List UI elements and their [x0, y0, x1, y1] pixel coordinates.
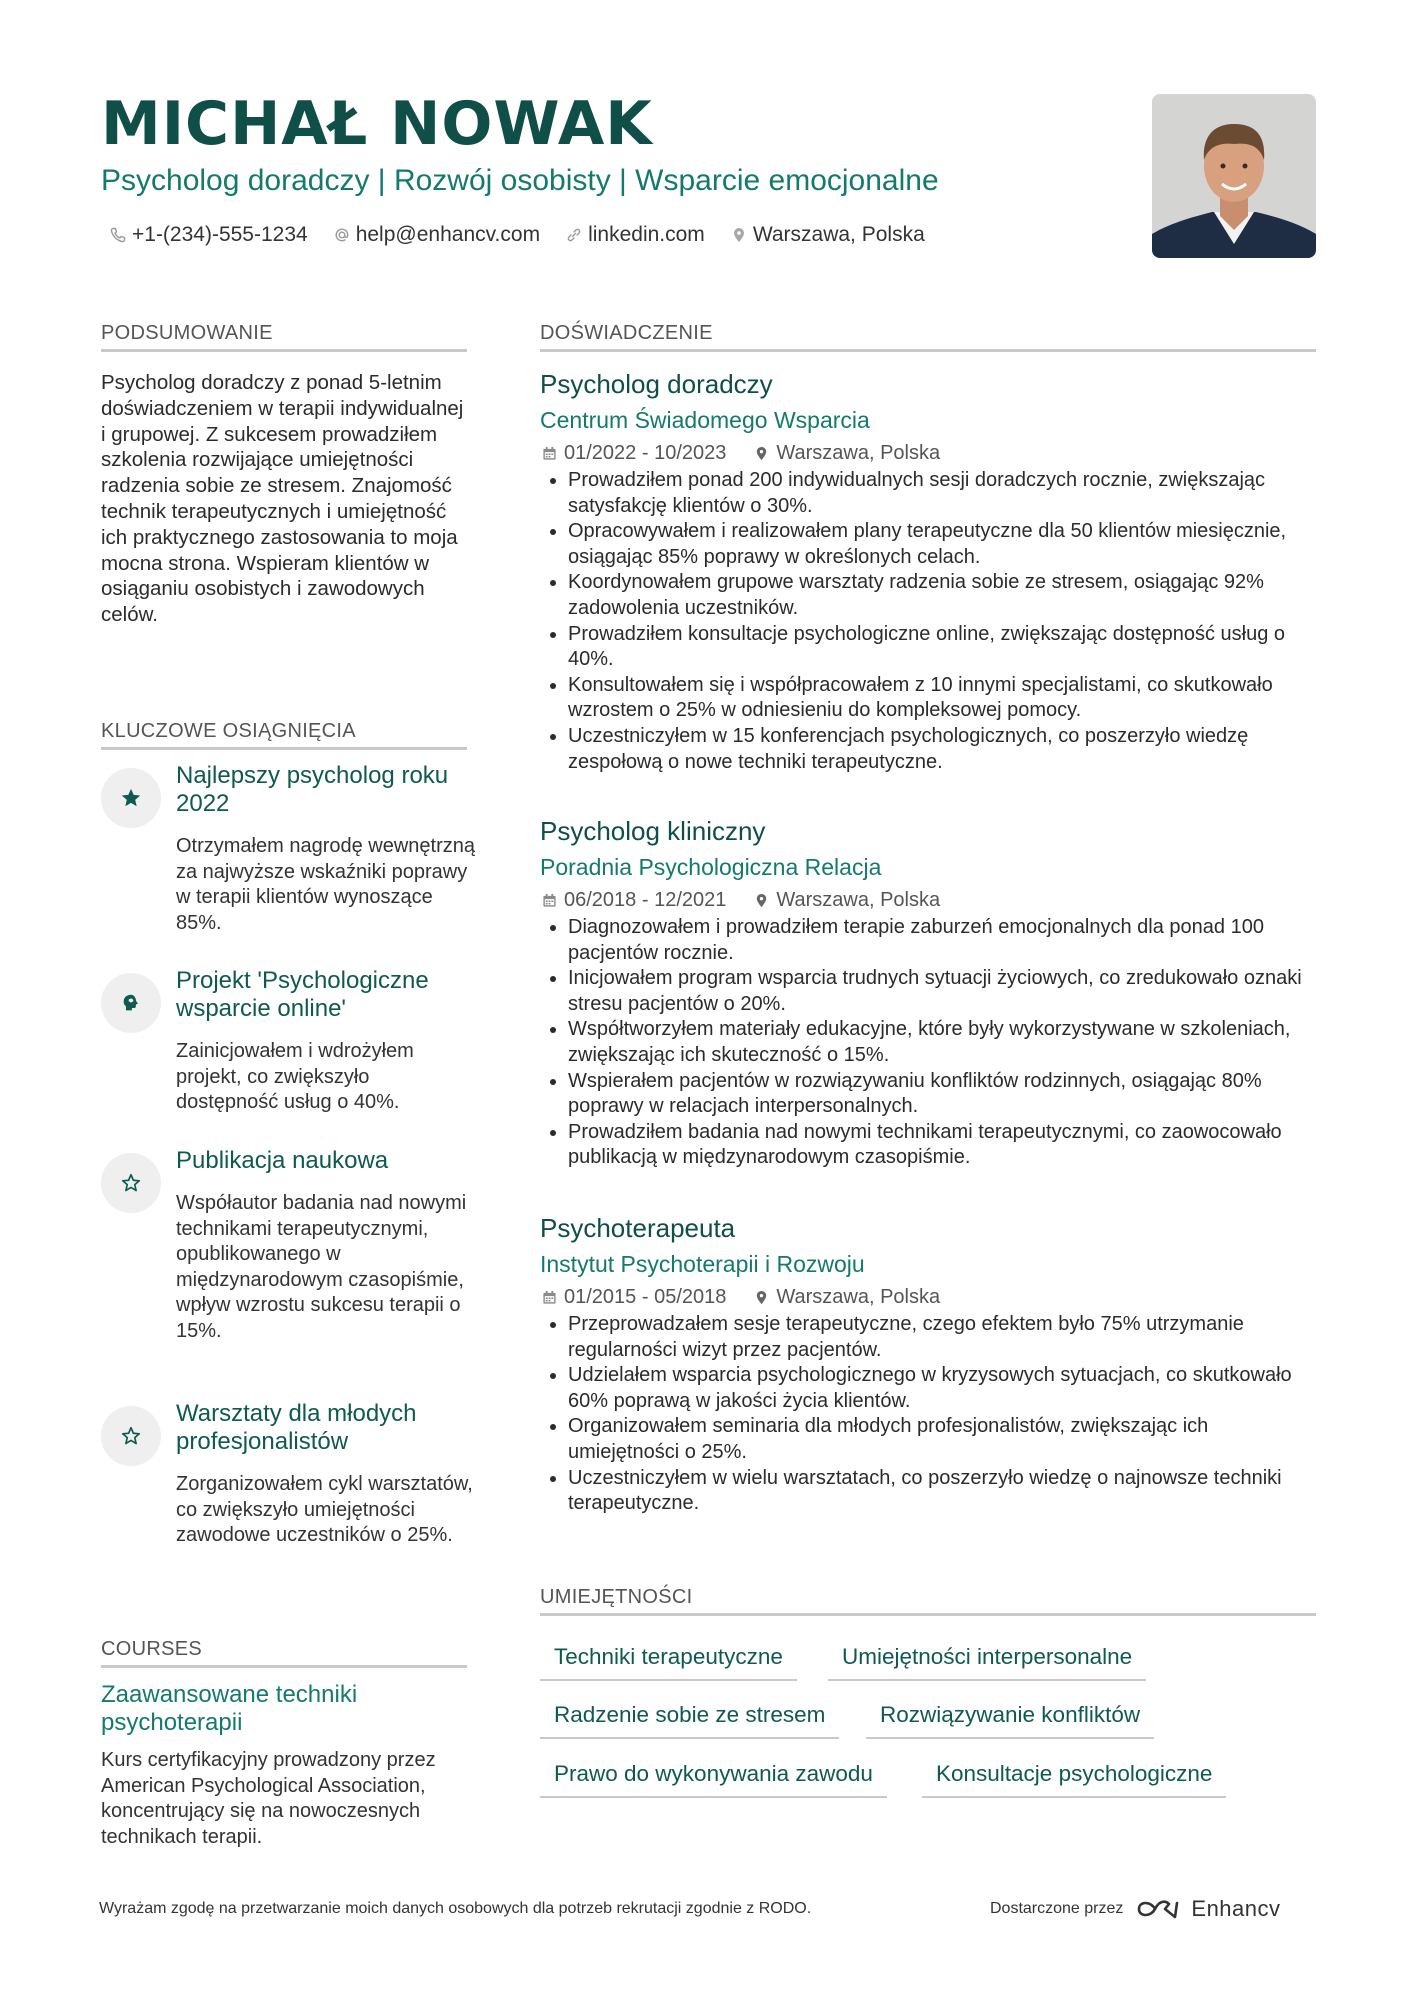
job-location: Warszawa, Polska	[776, 889, 941, 911]
calendar-icon	[542, 446, 557, 461]
calendar-icon	[542, 1290, 557, 1305]
job-bullet: • Prowadziłem konsultacje psychologiczne online, zwiększając dostępność usług o 40%.	[568, 622, 1318, 673]
skill-tag: Radzenie sobie ze stresem	[540, 1695, 839, 1739]
link-icon	[566, 227, 582, 243]
job-bullet: • Współtworzyłem materiały edukacyjne, które były wykorzystywane w szkoleniach, zwiększając ich skuteczność o 15%.	[568, 1017, 1318, 1068]
head-brain-icon	[120, 992, 142, 1014]
job-meta	[542, 1284, 940, 1310]
achievement-desc: Zainicjowałem i wdrożyłem projekt, co zwiększyło dostępność usług o 40%.	[176, 1040, 414, 1113]
job-bullets	[540, 915, 1318, 1171]
job-dates: 01/2015 - 05/2018	[564, 1286, 727, 1308]
location-pin-icon	[731, 227, 747, 243]
skill-tag: Rozwiązywanie konfliktów	[866, 1695, 1154, 1739]
job-company: Instytut Psychoterapii i Rozwoju	[540, 1251, 865, 1277]
job-bullet: • Uczestniczyłem w 15 konferencjach psychologicznych, co poszerzyło wiedzę zespołową o nowe techniki terapeutyczne.	[568, 724, 1318, 775]
job-bullet: • Prowadziłem ponad 200 indywidualnych sesji doradczych rocznie, zwiększając satysfakcję klientów o 30%.	[568, 468, 1318, 519]
job-bullet: • Konsultowałem się i współpracowałem z 10 innymi specjalistami, co skutkowało wzrostem o 25% w odniesieniu do kompleksowej pomocy.	[568, 673, 1318, 724]
gdpr-consent: Wyrażam zgodę na przetwarzanie moich danych osobowych dla potrzeb rekrutacji zgodnie z RODO.	[99, 1900, 812, 1917]
location-pin-icon	[754, 1290, 769, 1305]
location-pin-icon	[754, 893, 769, 908]
powered-by[interactable]	[990, 1896, 1281, 1922]
achievement-title: Najlepszy psycholog roku 2022	[176, 762, 449, 817]
job-company: Centrum Świadomego Wsparcia	[540, 407, 870, 433]
star-outline-icon	[120, 1425, 142, 1447]
phone-text: +1-(234)-555-1234	[132, 223, 308, 246]
achievement-desc: Otrzymałem nagrodę wewnętrzną za najwyższe wskaźniki poprawy w terapii klientów wynoszące 85%.	[176, 835, 476, 934]
contact-phone[interactable]	[110, 223, 308, 247]
star-filled-icon	[120, 787, 142, 809]
candidate-name: MICHAŁ NOWAK	[101, 89, 653, 159]
job-bullet: • Prowadziłem badania nad nowymi technikami terapeutycznymi, co zaowocowało publikacją w międzynarodowym czasopiśmie.	[568, 1120, 1318, 1171]
powered-by-label: Dostarczone przez	[990, 1900, 1124, 1917]
job-bullets	[540, 1312, 1318, 1517]
skill-tag: Konsultacje psychologiczne	[922, 1754, 1226, 1798]
achievement-title: Warsztaty dla młodych profesjonalistów	[176, 1400, 417, 1455]
job-bullet: • Inicjowałem program wsparcia trudnych sytuacji życiowych, co zredukowało oznaki stresu pacjentów o 20%.	[568, 966, 1318, 1017]
summary-text: Psycholog doradczy z ponad 5-letnim doświadczeniem w terapii indywidualnej i grupowej. Z sukcesem prowadziłem szkolenia rozwijające umiejętności radzenia sobie ze stresem. Znajomość technik terapeutycznych i umiejętność ich praktycznego zastosowania to moja mocna strona. Wspieram klientów w osiąganiu osobistych i zawodowych celów.	[101, 371, 464, 627]
experience-heading: DOŚWIADCZENIE	[540, 321, 1316, 352]
achievement-desc: Zorganizowałem cykl warsztatów, co zwiększyło umiejętności zawodowe uczestników o 25%.	[176, 1473, 473, 1546]
location-text: Warszawa, Polska	[752, 223, 925, 246]
job-title: Psycholog kliniczny	[540, 816, 766, 846]
skill-tag: Umiejętności interpersonalne	[828, 1637, 1146, 1681]
profile-photo	[1152, 94, 1316, 258]
skill-tag: Techniki terapeutyczne	[540, 1637, 797, 1681]
contact-email[interactable]	[334, 223, 540, 247]
contact-location	[731, 223, 925, 247]
skills-heading: UMIEJĘTNOŚCI	[540, 1585, 1316, 1616]
job-dates: 06/2018 - 12/2021	[564, 889, 727, 911]
job-bullet: • Udzielałem wsparcia psychologicznego w kryzysowych sytuacjach, co skutkowało 60% poprawą w jakości życia klientów.	[568, 1363, 1318, 1414]
job-bullet: • Diagnozowałem i prowadziłem terapie zaburzeń emocjonalnych dla ponad 100 pacjentów rocznie.	[568, 915, 1318, 966]
job-bullet: • Uczestniczyłem w wielu warsztatach, co poszerzyło wiedzę o najnowsze techniki terapeutyczne.	[568, 1466, 1318, 1517]
job-bullets	[540, 468, 1318, 775]
achievement-desc: Współautor badania nad nowymi technikami terapeutycznymi, opublikowanego w międzynarodowym czasopiśmie, wpływ wzrostu sukcesu terapii o 15%.	[176, 1192, 467, 1342]
job-title: Psychoterapeuta	[540, 1213, 736, 1243]
phone-icon	[110, 227, 126, 243]
job-bullet: • Opracowywałem i realizowałem plany terapeutyczne dla 50 klientów miesięcznie, osiągając 85% poprawy w określonych celach.	[568, 519, 1318, 570]
job-bullet: • Wspierałem pacjentów w rozwiązywaniu konfliktów rodzinnych, osiągając 80% poprawy w relacjach interpersonalnych.	[568, 1069, 1318, 1120]
enhancv-logo-icon	[1135, 1897, 1181, 1921]
job-bullet: • Organizowałem seminaria dla młodych profesjonalistów, zwiększając ich umiejętności o 25%.	[568, 1414, 1318, 1465]
job-bullet: • Przeprowadzałem sesje terapeutyczne, czego efektem było 75% utrzymanie regularności wizyt przez pacjentów.	[568, 1312, 1318, 1363]
linkedin-text: linkedin.com	[588, 223, 705, 246]
job-dates: 01/2022 - 10/2023	[564, 442, 727, 464]
job-bullet: • Koordynowałem grupowe warsztaty radzenia sobie ze stresem, osiągając 92% zadowolenia uczestników.	[568, 570, 1318, 621]
star-outline-icon	[120, 1172, 142, 1194]
contact-bar	[110, 220, 951, 250]
summary-heading: PODSUMOWANIE	[101, 321, 467, 352]
location-pin-icon	[754, 446, 769, 461]
calendar-icon	[542, 893, 557, 908]
job-company: Poradnia Psychologiczna Relacja	[540, 854, 882, 880]
courses-heading: COURSES	[101, 1637, 467, 1668]
contact-linkedin[interactable]	[566, 223, 705, 247]
job-title: Psycholog doradczy	[540, 369, 773, 399]
email-text: help@enhancv.com	[355, 223, 541, 246]
job-meta	[542, 887, 940, 913]
job-meta	[542, 440, 940, 466]
skill-tag: Prawo do wykonywania zawodu	[540, 1754, 887, 1798]
achievements-heading: KLUCZOWE OSIĄGNIĘCIA	[101, 719, 467, 750]
enhancv-brand: Enhancv	[1191, 1896, 1281, 1921]
job-location: Warszawa, Polska	[776, 442, 941, 464]
candidate-title: Psycholog doradczy | Rozwój osobisty | Wsparcie emocjonalne	[101, 164, 939, 197]
at-icon	[334, 227, 350, 243]
achievement-title: Projekt 'Psychologiczne wsparcie online'	[176, 967, 429, 1022]
job-location: Warszawa, Polska	[776, 1286, 941, 1308]
course-title: Zaawansowane techniki psychoterapii	[101, 1681, 358, 1736]
achievement-title: Publikacja naukowa	[176, 1147, 389, 1174]
course-desc: Kurs certyfikacyjny prowadzony przez American Psychological Association, koncentrujący się na nowoczesnych technikach terapii.	[101, 1749, 436, 1848]
